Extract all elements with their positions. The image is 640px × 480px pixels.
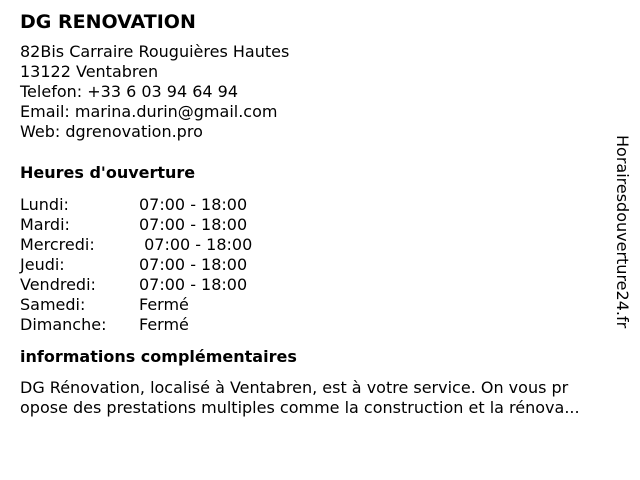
opening-hours-heading: Heures d'ouverture bbox=[20, 163, 196, 182]
contact-block bbox=[20, 42, 620, 142]
email-line: Email: marina.durin@gmail.com bbox=[20, 102, 278, 121]
day-label: Mardi: bbox=[20, 215, 70, 234]
additional-info-heading: informations complémentaires bbox=[20, 347, 297, 366]
day-label: Lundi: bbox=[20, 195, 69, 214]
day-label: Vendredi: bbox=[20, 275, 96, 294]
hours-row-samedi bbox=[20, 295, 620, 315]
day-label: Jeudi: bbox=[20, 255, 65, 274]
opening-hours-table bbox=[20, 195, 620, 335]
day-hours: 07:00 - 18:00 bbox=[139, 195, 248, 214]
hours-row-mardi bbox=[20, 215, 620, 235]
day-label: Dimanche: bbox=[20, 315, 107, 334]
day-hours: 07:00 - 18:00 bbox=[139, 215, 248, 234]
address-street: 82Bis Carraire Rouguières Hautes bbox=[20, 42, 290, 61]
web-line: Web: dgrenovation.pro bbox=[20, 122, 203, 141]
hours-row-jeudi bbox=[20, 255, 620, 275]
hours-row-lundi bbox=[20, 195, 620, 215]
business-name: DG RENOVATION bbox=[20, 11, 196, 33]
day-hours: Fermé bbox=[139, 295, 189, 314]
description-line: opose des prestations multiples comme la construction et la rénova... bbox=[20, 398, 580, 417]
hours-row-vendredi bbox=[20, 275, 620, 295]
day-label: Samedi: bbox=[20, 295, 86, 314]
day-hours: 07:00 - 18:00 bbox=[139, 275, 248, 294]
description-line: DG Rénovation, localisé à Ventabren, est à votre service. On vous pr bbox=[20, 378, 569, 397]
day-label: Mercredi: bbox=[20, 235, 95, 254]
site-watermark-label: Horairesdouverture24.fr bbox=[613, 135, 632, 329]
address-city: 13122 Ventabren bbox=[20, 62, 159, 81]
business-card bbox=[20, 10, 620, 418]
phone-line: Telefon: +33 6 03 94 64 94 bbox=[20, 82, 239, 101]
description bbox=[20, 378, 620, 418]
day-hours: 07:00 - 18:00 bbox=[139, 255, 248, 274]
hours-row-mercredi bbox=[20, 235, 620, 255]
hours-row-dimanche bbox=[20, 315, 620, 335]
day-hours: Fermé bbox=[139, 315, 189, 334]
day-hours: 07:00 - 18:00 bbox=[139, 235, 253, 254]
